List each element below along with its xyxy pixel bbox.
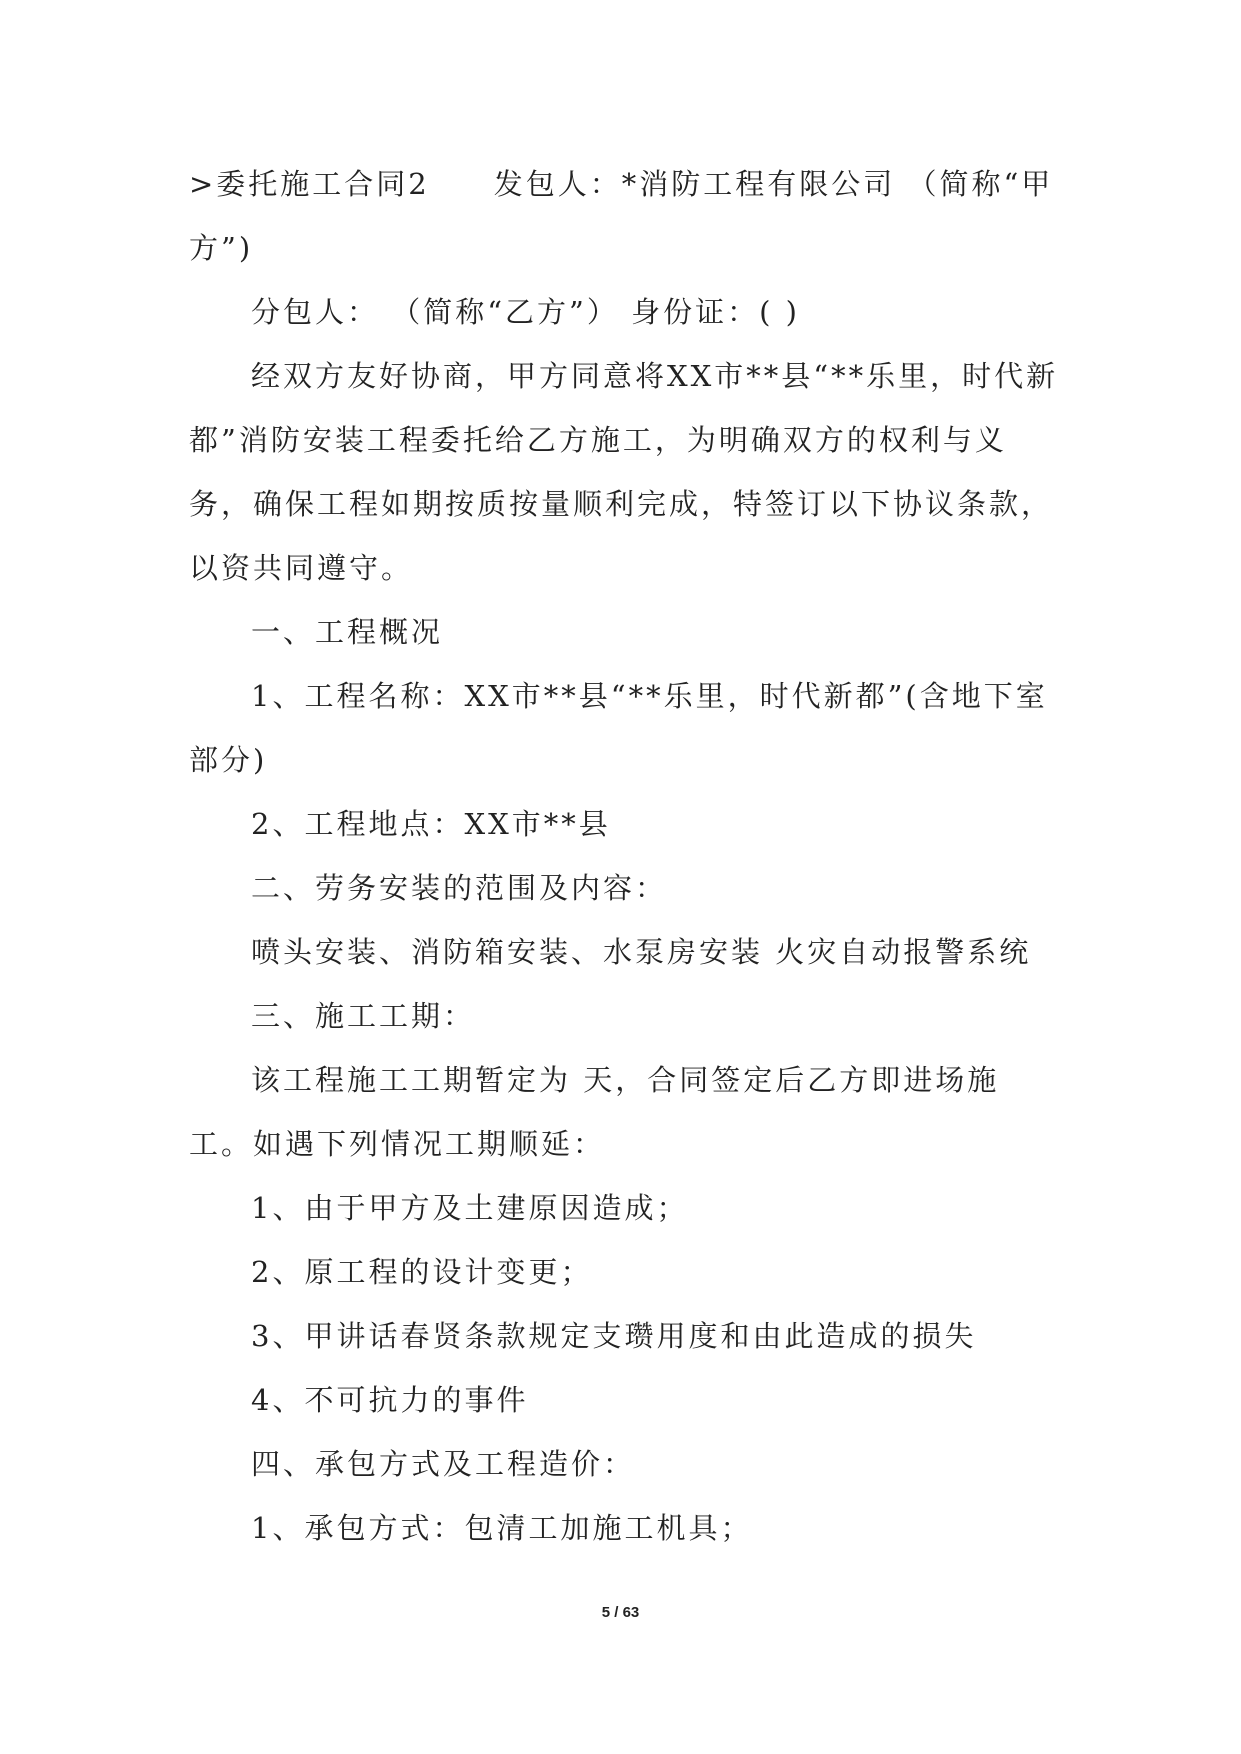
section-heading-project-overview: 一、工程概况 [251, 615, 444, 649]
scope-content-line: 喷头安装、消防箱安装、水泵房安装 火灾自动报警系统 [251, 935, 1032, 969]
section-heading-scope: 二、劳务安装的范围及内容： [251, 871, 668, 905]
contract-title-line: >委托施工合同2 发包人：*消防工程有限公司 （简称“甲方”) [189, 167, 1054, 265]
section-heading-schedule: 三、施工工期： [251, 999, 476, 1033]
delay-item-3: 3、甲讲话春贤条款规定支瓒用度和由此造成的损失 [251, 1319, 977, 1353]
subcontractor-line: 分包人： （简称“乙方”） 身份证：( ) [251, 295, 800, 329]
project-name-item: 1、工程名称：XX市**县“**乐里，时代新都”(含地下室部分) [189, 679, 1048, 777]
document-body [189, 152, 1059, 1560]
schedule-paragraph: 该工程施工工期暂定为 天，合同签定后乙方即进场施工。如遇下列情况工期顺延： [189, 1063, 1000, 1161]
project-location-item: 2、工程地点：XX市**县 [251, 807, 611, 841]
contract-method-item-1: 1、承包方式：包清工加施工机具； [251, 1511, 753, 1545]
delay-item-1: 1、由于甲方及土建原因造成； [251, 1191, 689, 1225]
delay-item-2: 2、原工程的设计变更； [251, 1255, 593, 1289]
page-number: 5 / 63 [601, 1604, 640, 1621]
delay-item-4: 4、不可抗力的事件 [251, 1383, 529, 1417]
agreement-paragraph: 经双方友好协商，甲方同意将XX市**县“**乐里，时代新都”消防安装工程委托给乙方施工，为明确双方的权利与义务，确保工程如期按质按量顺利完成，特签订以下协议条款，以资共同遵守。 [189, 359, 1059, 585]
section-heading-contract-method: 四、承包方式及工程造价： [251, 1447, 636, 1481]
